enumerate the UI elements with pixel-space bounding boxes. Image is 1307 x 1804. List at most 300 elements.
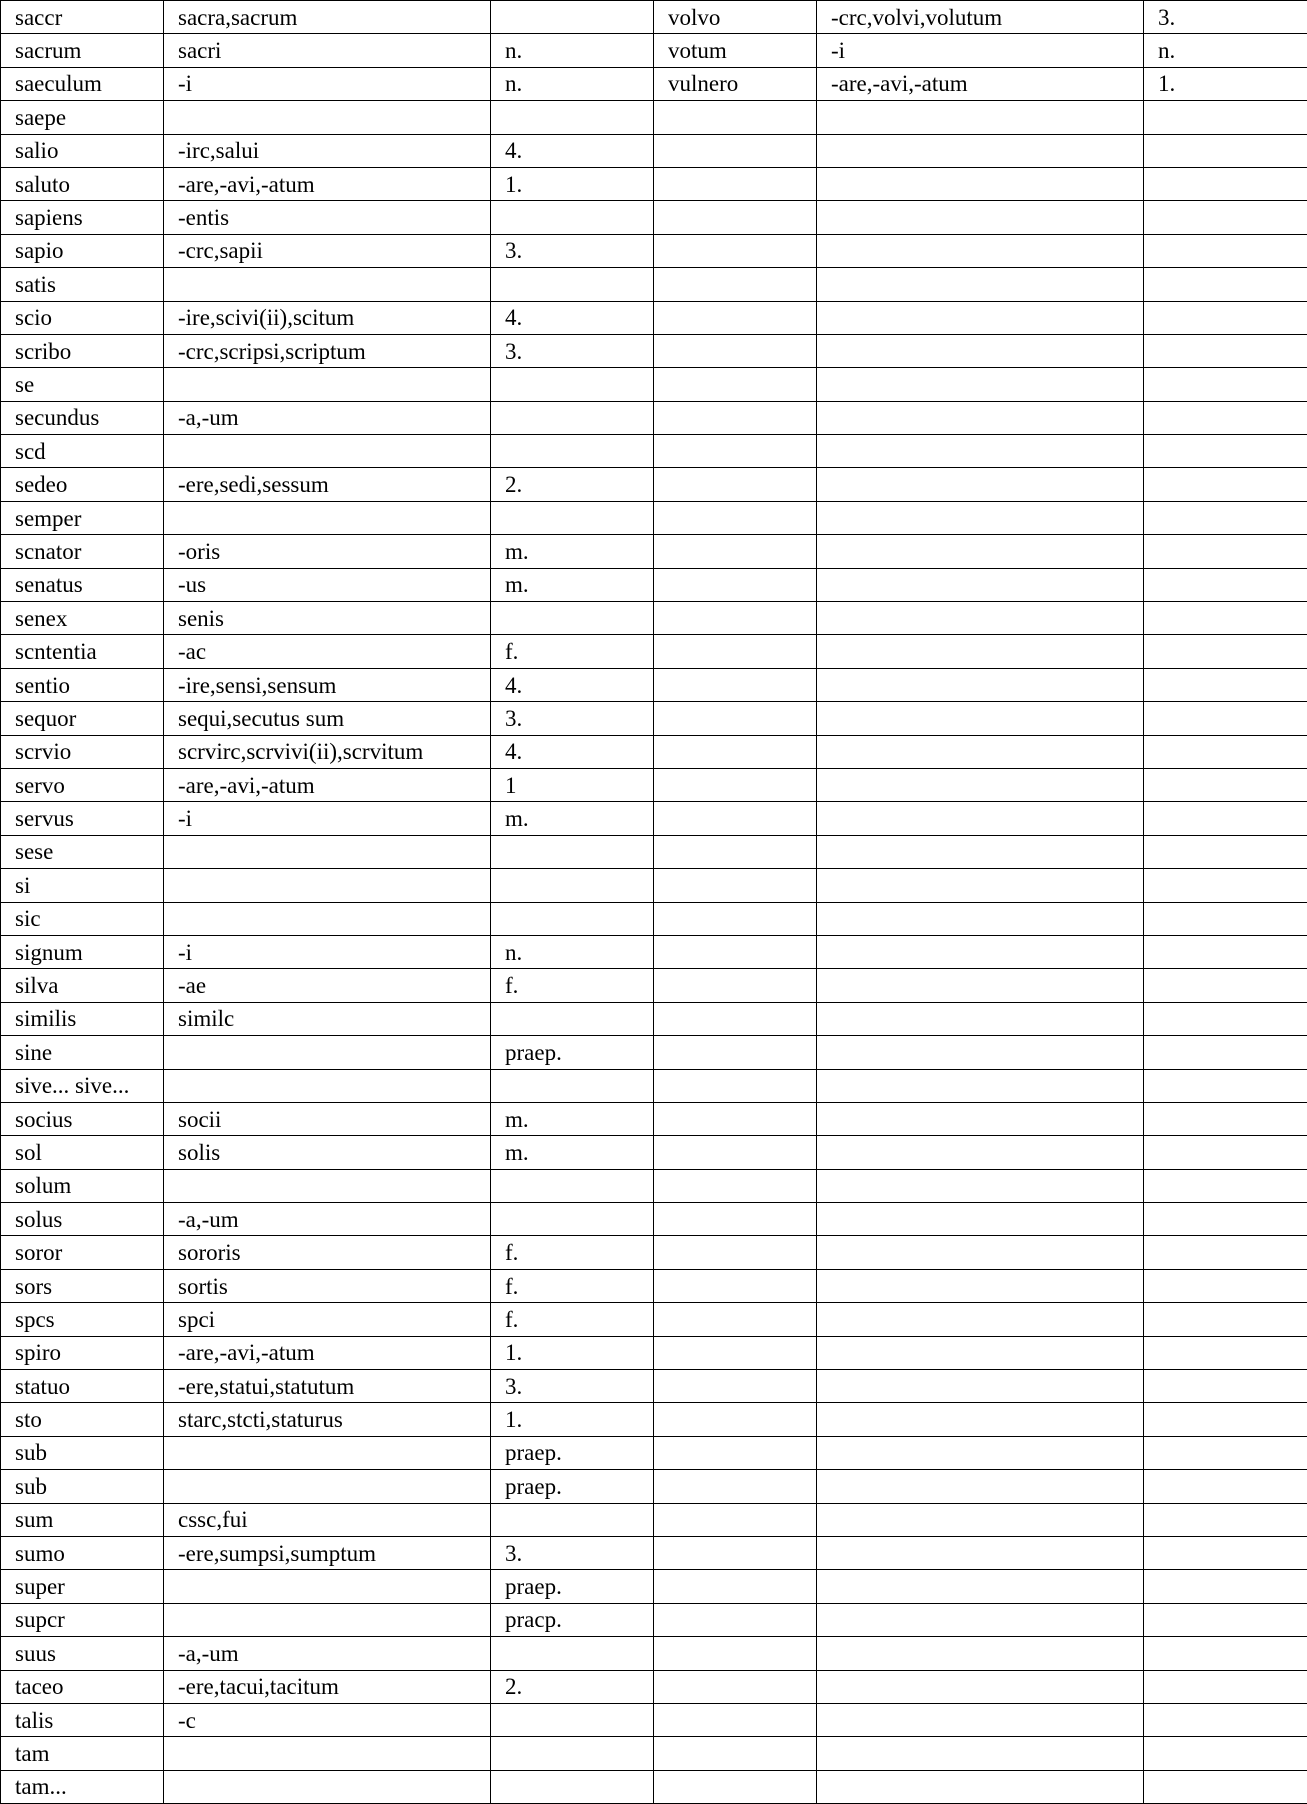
- headword-cell-right: [654, 1370, 817, 1403]
- headword-cell-right: [654, 935, 817, 968]
- class-cell-right: [1144, 1670, 1307, 1703]
- forms-cell-right: -i: [817, 34, 1144, 67]
- class-cell: f.: [491, 1269, 654, 1302]
- forms-cell-right: [817, 1136, 1144, 1169]
- forms-cell: [164, 268, 491, 301]
- headword-cell: sors: [1, 1269, 164, 1302]
- headword-cell-right: [654, 234, 817, 267]
- table-row: [1, 969, 1307, 1002]
- class-cell: n.: [491, 935, 654, 968]
- table-row: [1, 935, 1307, 968]
- class-cell: [491, 869, 654, 902]
- table-row: [1, 1570, 1307, 1603]
- table-row: [1, 802, 1307, 835]
- class-cell-right: [1144, 1069, 1307, 1102]
- table-row: [1, 1770, 1307, 1803]
- headword-cell-right: [654, 1603, 817, 1636]
- table-row: [1, 1269, 1307, 1302]
- forms-cell: -i: [164, 67, 491, 100]
- forms-cell-right: -are,-avi,-atum: [817, 67, 1144, 100]
- forms-cell: sacra,sacrum: [164, 1, 491, 34]
- forms-cell-right: [817, 1102, 1144, 1135]
- headword-cell-right: [654, 1536, 817, 1569]
- forms-cell: cssc,fui: [164, 1503, 491, 1536]
- class-cell: 2.: [491, 1670, 654, 1703]
- headword-cell-right: vulnero: [654, 67, 817, 100]
- class-cell: [491, 368, 654, 401]
- forms-cell-right: [817, 1269, 1144, 1302]
- class-cell: 1.: [491, 1403, 654, 1436]
- class-cell: 3.: [491, 702, 654, 735]
- forms-cell: -a,-um: [164, 1203, 491, 1236]
- headword-cell: semper: [1, 501, 164, 534]
- class-cell-right: [1144, 368, 1307, 401]
- headword-cell-right: [654, 1770, 817, 1803]
- class-cell-right: [1144, 1470, 1307, 1503]
- headword-cell: super: [1, 1570, 164, 1603]
- table-row: [1, 301, 1307, 334]
- forms-cell-right: [817, 1703, 1144, 1736]
- class-cell-right: [1144, 568, 1307, 601]
- class-cell: [491, 435, 654, 468]
- headword-cell-right: [654, 1102, 817, 1135]
- forms-cell-right: [817, 268, 1144, 301]
- forms-cell-right: [817, 869, 1144, 902]
- table-row: [1, 1536, 1307, 1569]
- headword-cell-right: [654, 1002, 817, 1035]
- class-cell: f.: [491, 635, 654, 668]
- table-row: [1, 1703, 1307, 1736]
- forms-cell-right: [817, 101, 1144, 134]
- class-cell-right: [1144, 334, 1307, 367]
- table-row: [1, 635, 1307, 668]
- table-row: [1, 1670, 1307, 1703]
- table-row: [1, 1403, 1307, 1436]
- forms-cell: scrvirc,scrvivi(ii),scrvitum: [164, 735, 491, 768]
- class-cell: [491, 201, 654, 234]
- forms-cell-right: [817, 1670, 1144, 1703]
- forms-cell-right: [817, 334, 1144, 367]
- headword-cell: sum: [1, 1503, 164, 1536]
- class-cell-right: [1144, 1703, 1307, 1736]
- table-row: [1, 1, 1307, 34]
- class-cell-right: [1144, 935, 1307, 968]
- headword-cell: saluto: [1, 167, 164, 200]
- forms-cell-right: [817, 368, 1144, 401]
- class-cell: n.: [491, 67, 654, 100]
- headword-cell-right: [654, 1136, 817, 1169]
- headword-cell-right: [654, 568, 817, 601]
- forms-cell: sortis: [164, 1269, 491, 1302]
- table-row: [1, 1603, 1307, 1636]
- headword-cell-right: [654, 1403, 817, 1436]
- headword-cell-right: [654, 1436, 817, 1469]
- headword-cell-right: [654, 1236, 817, 1269]
- forms-cell: sororis: [164, 1236, 491, 1269]
- class-cell: m.: [491, 1136, 654, 1169]
- headword-cell: sive... sive...: [1, 1069, 164, 1102]
- table-row: [1, 902, 1307, 935]
- forms-cell-right: [817, 301, 1144, 334]
- forms-cell-right: [817, 568, 1144, 601]
- class-cell: 4.: [491, 668, 654, 701]
- class-cell: [491, 1637, 654, 1670]
- class-cell: [491, 101, 654, 134]
- class-cell: praep.: [491, 1036, 654, 1069]
- class-cell-right: [1144, 768, 1307, 801]
- forms-cell: [164, 1770, 491, 1803]
- headword-cell: similis: [1, 1002, 164, 1035]
- headword-cell-right: [654, 668, 817, 701]
- headword-cell: sic: [1, 902, 164, 935]
- headword-cell: silva: [1, 969, 164, 1002]
- class-cell-right: [1144, 1503, 1307, 1536]
- class-cell-right: [1144, 535, 1307, 568]
- class-cell-right: [1144, 1436, 1307, 1469]
- forms-cell: -oris: [164, 535, 491, 568]
- forms-cell: [164, 1603, 491, 1636]
- class-cell: [491, 902, 654, 935]
- class-cell: m.: [491, 1102, 654, 1135]
- class-cell-right: n.: [1144, 34, 1307, 67]
- forms-cell: -are,-avi,-atum: [164, 768, 491, 801]
- class-cell-right: [1144, 869, 1307, 902]
- class-cell: [491, 268, 654, 301]
- forms-cell-right: [817, 1336, 1144, 1369]
- class-cell-right: [1144, 1370, 1307, 1403]
- forms-cell-right: [817, 1036, 1144, 1069]
- headword-cell: scrvio: [1, 735, 164, 768]
- headword-cell: solus: [1, 1203, 164, 1236]
- headword-cell-right: [654, 1336, 817, 1369]
- forms-cell-right: [817, 835, 1144, 868]
- headword-cell: scntentia: [1, 635, 164, 668]
- headword-cell-right: [654, 969, 817, 1002]
- class-cell: m.: [491, 802, 654, 835]
- class-cell-right: [1144, 1269, 1307, 1302]
- forms-cell-right: [817, 935, 1144, 968]
- table-row: [1, 167, 1307, 200]
- forms-cell: -crc,sapii: [164, 234, 491, 267]
- forms-cell: -are,-avi,-atum: [164, 1336, 491, 1369]
- forms-cell-right: [817, 1002, 1144, 1035]
- forms-cell: [164, 1436, 491, 1469]
- table-row: [1, 1637, 1307, 1670]
- class-cell-right: [1144, 201, 1307, 234]
- headword-cell-right: [654, 268, 817, 301]
- table-row: [1, 435, 1307, 468]
- forms-cell-right: [817, 1303, 1144, 1336]
- headword-cell: spiro: [1, 1336, 164, 1369]
- class-cell: [491, 1503, 654, 1536]
- forms-cell: [164, 835, 491, 868]
- forms-cell: -a,-um: [164, 401, 491, 434]
- table-row: [1, 768, 1307, 801]
- forms-cell-right: [817, 1770, 1144, 1803]
- forms-cell-right: [817, 1470, 1144, 1503]
- headword-cell: solum: [1, 1169, 164, 1202]
- headword-cell: servus: [1, 802, 164, 835]
- headword-cell-right: volvo: [654, 1, 817, 34]
- table-row: [1, 334, 1307, 367]
- forms-cell: -ire,sensi,sensum: [164, 668, 491, 701]
- forms-cell-right: [817, 134, 1144, 167]
- headword-cell: statuo: [1, 1370, 164, 1403]
- class-cell-right: [1144, 1603, 1307, 1636]
- forms-cell: [164, 1737, 491, 1770]
- table-row: [1, 468, 1307, 501]
- table-row: [1, 268, 1307, 301]
- headword-cell: supcr: [1, 1603, 164, 1636]
- headword-cell: suus: [1, 1637, 164, 1670]
- headword-cell-right: [654, 1169, 817, 1202]
- forms-cell-right: [817, 802, 1144, 835]
- class-cell-right: [1144, 1303, 1307, 1336]
- forms-cell-right: [817, 768, 1144, 801]
- class-cell-right: [1144, 468, 1307, 501]
- headword-cell-right: [654, 869, 817, 902]
- headword-cell-right: [654, 835, 817, 868]
- class-cell: praep.: [491, 1470, 654, 1503]
- class-cell-right: [1144, 1036, 1307, 1069]
- headword-cell-right: [654, 602, 817, 635]
- headword-cell-right: [654, 1203, 817, 1236]
- forms-cell: -ere,statui,statutum: [164, 1370, 491, 1403]
- forms-cell: -ac: [164, 635, 491, 668]
- forms-cell-right: [817, 1370, 1144, 1403]
- forms-cell-right: [817, 1737, 1144, 1770]
- forms-cell: [164, 1169, 491, 1202]
- headword-cell: scribo: [1, 334, 164, 367]
- class-cell-right: [1144, 1637, 1307, 1670]
- class-cell-right: [1144, 268, 1307, 301]
- table-row: [1, 1203, 1307, 1236]
- forms-cell: -irc,salui: [164, 134, 491, 167]
- forms-cell-right: [817, 702, 1144, 735]
- forms-cell: [164, 1470, 491, 1503]
- class-cell-right: 3.: [1144, 1, 1307, 34]
- class-cell: m.: [491, 535, 654, 568]
- headword-cell: sacrum: [1, 34, 164, 67]
- forms-cell-right: [817, 1236, 1144, 1269]
- forms-cell: -i: [164, 802, 491, 835]
- headword-cell-right: [654, 702, 817, 735]
- headword-cell: sub: [1, 1470, 164, 1503]
- headword-cell: senatus: [1, 568, 164, 601]
- headword-cell-right: [654, 401, 817, 434]
- forms-cell: [164, 101, 491, 134]
- forms-cell: [164, 435, 491, 468]
- class-cell-right: [1144, 969, 1307, 1002]
- class-cell-right: [1144, 902, 1307, 935]
- headword-cell-right: [654, 1069, 817, 1102]
- headword-cell-right: [654, 1503, 817, 1536]
- headword-cell: sapio: [1, 234, 164, 267]
- forms-cell-right: [817, 468, 1144, 501]
- class-cell-right: [1144, 234, 1307, 267]
- forms-cell: spci: [164, 1303, 491, 1336]
- headword-cell-right: [654, 535, 817, 568]
- class-cell: praep.: [491, 1436, 654, 1469]
- table-row: [1, 835, 1307, 868]
- forms-cell: socii: [164, 1102, 491, 1135]
- headword-cell: scd: [1, 435, 164, 468]
- class-cell: 1.: [491, 1336, 654, 1369]
- class-cell: f.: [491, 1303, 654, 1336]
- class-cell-right: [1144, 1203, 1307, 1236]
- table-row: [1, 735, 1307, 768]
- forms-cell-right: [817, 902, 1144, 935]
- headword-cell-right: [654, 1036, 817, 1069]
- headword-cell-right: [654, 1570, 817, 1603]
- forms-cell: [164, 869, 491, 902]
- headword-cell-right: [654, 368, 817, 401]
- forms-cell: [164, 1069, 491, 1102]
- headword-cell: saccr: [1, 1, 164, 34]
- headword-cell: sumo: [1, 1536, 164, 1569]
- class-cell: [491, 1002, 654, 1035]
- table-row: [1, 702, 1307, 735]
- class-cell-right: [1144, 1570, 1307, 1603]
- class-cell: 3.: [491, 1536, 654, 1569]
- forms-cell: -c: [164, 1703, 491, 1736]
- headword-cell-right: [654, 1670, 817, 1703]
- class-cell-right: [1144, 435, 1307, 468]
- class-cell-right: [1144, 602, 1307, 635]
- class-cell: [491, 1, 654, 34]
- forms-cell: similc: [164, 1002, 491, 1035]
- class-cell: f.: [491, 969, 654, 1002]
- table-row: [1, 1169, 1307, 1202]
- forms-cell-right: [817, 602, 1144, 635]
- headword-cell-right: [654, 167, 817, 200]
- forms-cell: -ere,sumpsi,sumptum: [164, 1536, 491, 1569]
- forms-cell-right: [817, 1203, 1144, 1236]
- forms-cell-right: [817, 969, 1144, 1002]
- headword-cell-right: [654, 1703, 817, 1736]
- forms-cell: -us: [164, 568, 491, 601]
- class-cell: [491, 602, 654, 635]
- headword-cell-right: [654, 768, 817, 801]
- headword-cell-right: votum: [654, 34, 817, 67]
- forms-cell: [164, 368, 491, 401]
- forms-cell-right: [817, 234, 1144, 267]
- headword-cell: spcs: [1, 1303, 164, 1336]
- class-cell: [491, 1737, 654, 1770]
- forms-cell: -ae: [164, 969, 491, 1002]
- headword-cell: servo: [1, 768, 164, 801]
- table-row: [1, 602, 1307, 635]
- forms-cell-right: [817, 635, 1144, 668]
- forms-cell-right: [817, 1403, 1144, 1436]
- forms-cell-right: [817, 535, 1144, 568]
- table-row: [1, 1336, 1307, 1369]
- headword-cell: secundus: [1, 401, 164, 434]
- vocabulary-table-body: [1, 1, 1307, 1804]
- class-cell-right: [1144, 1536, 1307, 1569]
- headword-cell: sentio: [1, 668, 164, 701]
- table-row: [1, 134, 1307, 167]
- forms-cell: -crc,scripsi,scriptum: [164, 334, 491, 367]
- class-cell: [491, 1703, 654, 1736]
- headword-cell: sequor: [1, 702, 164, 735]
- forms-cell-right: [817, 401, 1144, 434]
- forms-cell: sequi,secutus sum: [164, 702, 491, 735]
- headword-cell-right: [654, 435, 817, 468]
- headword-cell: sine: [1, 1036, 164, 1069]
- headword-cell: sto: [1, 1403, 164, 1436]
- table-row: [1, 1136, 1307, 1169]
- headword-cell-right: [654, 1470, 817, 1503]
- forms-cell: -ire,scivi(ii),scitum: [164, 301, 491, 334]
- class-cell-right: [1144, 1002, 1307, 1035]
- class-cell-right: [1144, 1737, 1307, 1770]
- headword-cell: socius: [1, 1102, 164, 1135]
- class-cell-right: [1144, 1102, 1307, 1135]
- class-cell-right: [1144, 635, 1307, 668]
- headword-cell: sapiens: [1, 201, 164, 234]
- table-row: [1, 1036, 1307, 1069]
- headword-cell: satis: [1, 268, 164, 301]
- headword-cell: scio: [1, 301, 164, 334]
- forms-cell: -i: [164, 935, 491, 968]
- headword-cell: scnator: [1, 535, 164, 568]
- class-cell-right: [1144, 702, 1307, 735]
- headword-cell-right: [654, 1737, 817, 1770]
- headword-cell: soror: [1, 1236, 164, 1269]
- class-cell-right: [1144, 501, 1307, 534]
- class-cell: [491, 1069, 654, 1102]
- table-row: [1, 401, 1307, 434]
- table-row: [1, 1737, 1307, 1770]
- forms-cell-right: [817, 668, 1144, 701]
- class-cell-right: [1144, 668, 1307, 701]
- forms-cell-right: [817, 167, 1144, 200]
- headword-cell: talis: [1, 1703, 164, 1736]
- class-cell-right: 1.: [1144, 67, 1307, 100]
- forms-cell-right: [817, 1570, 1144, 1603]
- class-cell: 1: [491, 768, 654, 801]
- class-cell: 4.: [491, 134, 654, 167]
- headword-cell-right: [654, 802, 817, 835]
- headword-cell-right: [654, 201, 817, 234]
- forms-cell-right: [817, 1169, 1144, 1202]
- table-row: [1, 201, 1307, 234]
- headword-cell-right: [654, 334, 817, 367]
- forms-cell-right: [817, 1603, 1144, 1636]
- forms-cell-right: [817, 1637, 1144, 1670]
- forms-cell-right: [817, 501, 1144, 534]
- class-cell-right: [1144, 802, 1307, 835]
- class-cell: [491, 501, 654, 534]
- headword-cell-right: [654, 1269, 817, 1302]
- table-row: [1, 1503, 1307, 1536]
- table-row: [1, 568, 1307, 601]
- table-row: [1, 535, 1307, 568]
- class-cell-right: [1144, 1236, 1307, 1269]
- table-row: [1, 1436, 1307, 1469]
- forms-cell-right: [817, 1069, 1144, 1102]
- headword-cell: sol: [1, 1136, 164, 1169]
- class-cell: pracp.: [491, 1603, 654, 1636]
- table-row: [1, 368, 1307, 401]
- table-row: [1, 1069, 1307, 1102]
- table-row: [1, 1370, 1307, 1403]
- forms-cell: senis: [164, 602, 491, 635]
- table-row: [1, 1236, 1307, 1269]
- forms-cell: sacri: [164, 34, 491, 67]
- forms-cell: -ere,sedi,sessum: [164, 468, 491, 501]
